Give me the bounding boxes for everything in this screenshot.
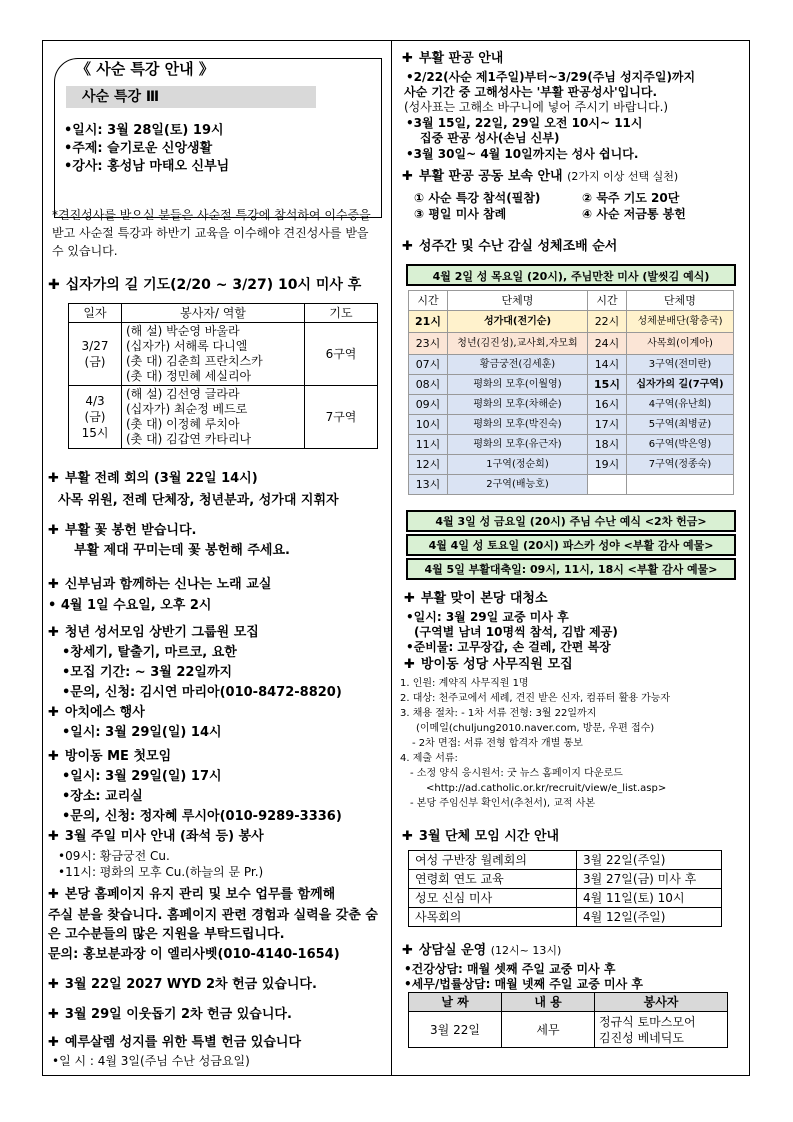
adoration-cell: 7구역(정종숙) bbox=[627, 455, 734, 475]
adoration-cell: 12시 bbox=[409, 455, 448, 475]
counsel-date: 3월 22일 bbox=[409, 1012, 502, 1048]
stations-row-prayer: 6구역 bbox=[305, 323, 378, 386]
role-line: (촛 대) 이정혜 루치아 bbox=[126, 417, 240, 431]
adoration-cell: 10시 bbox=[409, 415, 448, 435]
confession-line-1: •2/22(사순 제1주일)부터~3/29(주님 성지주일)까지 bbox=[406, 70, 696, 84]
adoration-cell: 1구역(정순희) bbox=[448, 455, 588, 475]
confession-line-6: •3월 30일~ 4월 10일까지는 성사 쉽니다. bbox=[406, 147, 639, 161]
counsel-header: 날 짜 bbox=[409, 993, 502, 1012]
group-time: 3월 22일(주일) bbox=[577, 851, 722, 870]
me-line-2: •장소: 교리실 bbox=[62, 789, 143, 804]
counsel-volunteer: 정규식 토마스모어 김진성 베네딕도 bbox=[595, 1012, 728, 1048]
lecture-title: 《 사순 특강 안내 》 bbox=[76, 60, 214, 78]
hiring-title: ✚ 방이동 성당 사무직원 모집 bbox=[404, 657, 573, 672]
group-name: 연령회 연도 교육 bbox=[409, 870, 577, 889]
group-name: 성모 신심 미사 bbox=[409, 889, 577, 908]
youth-line-3: •문의, 신청: 김시연 마리아(010-8472-8820) bbox=[62, 685, 342, 700]
adoration-cell: 22시 bbox=[588, 311, 627, 333]
stations-row-prayer: 7구역 bbox=[305, 386, 378, 449]
adoration-cell bbox=[627, 475, 734, 495]
me-title: ✚ 방이동 ME 첫모임 bbox=[48, 749, 172, 764]
cleaning-title: ✚ 부활 맞이 본당 대청소 bbox=[404, 591, 548, 606]
role-line: (십자가) 최순정 베드로 bbox=[126, 402, 248, 416]
homepage-contact: 문의: 홍보분과장 이 엘리사벳(010-4140-1654) bbox=[48, 947, 340, 962]
youth-line-1: •창세기, 탈출기, 마르코, 요한 bbox=[62, 645, 237, 660]
adoration-cell: 평화의 모후(유근자) bbox=[448, 435, 588, 455]
hiring-line-9: - 본당 주임신부 확인서(추천서), 교적 사본 bbox=[410, 798, 596, 809]
jerusalem-title: ✚ 예루살렘 성지를 위한 특별 헌금 있습니다 bbox=[48, 1035, 302, 1050]
adoration-cell: 16시 bbox=[588, 395, 627, 415]
me-line-3: •문의, 신청: 정자혜 루시아(010-9289-3336) bbox=[62, 809, 342, 824]
easter-meeting-title: ✚ 부활 전례 회의 (3월 22일 14시) bbox=[48, 471, 258, 486]
adoration-cell: 성체분배단(황층국) bbox=[627, 311, 734, 333]
adoration-cell: 6구역(박은영) bbox=[627, 435, 734, 455]
column-divider bbox=[391, 40, 392, 1076]
adoration-cell: 2구역(배능호) bbox=[448, 475, 588, 495]
confession-line-4: •3월 15일, 22일, 29일 오전 10시~ 11시 bbox=[406, 116, 643, 130]
sunday-line-1: •09시: 황금궁전 Cu. bbox=[58, 849, 170, 863]
stations-row-roles bbox=[122, 386, 305, 449]
lecture-subtitle: 사순 특강 Ⅲ bbox=[66, 86, 316, 108]
confession-title: ✚ 부활 판공 안내 bbox=[402, 51, 504, 66]
song-body: • 4월 1일 수요일, 오후 2시 bbox=[48, 598, 212, 613]
role-line: (해 설) 김선영 글라라 bbox=[126, 387, 240, 401]
stations-header-role: 봉사자/ 역할 bbox=[122, 304, 305, 323]
cleaning-line-1: •일시: 3월 29일 교중 미사 후 bbox=[406, 610, 569, 624]
sunday-line-2: •11시: 평화의 모후 Cu.(하늘의 문 Pr.) bbox=[58, 865, 264, 879]
confession-line-3: (성사표는 고해소 바구니에 넣어 주시기 바랍니다.) bbox=[404, 100, 669, 114]
homepage-title: ✚ 본당 홈페이지 유지 관리 및 보수 업무를 함께해 bbox=[48, 887, 336, 902]
adoration-cell: 사목회(이계아) bbox=[627, 333, 734, 355]
role-line: (촛 대) 김갑연 카타리나 bbox=[126, 432, 252, 446]
cleaning-line-2: (구역별 남녀 10명씩 참석, 김밥 제공) bbox=[414, 625, 618, 639]
group-time: 3월 27일(금) 미사 후 bbox=[577, 870, 722, 889]
role-line: (해 설) 박순영 바울라 bbox=[126, 324, 240, 338]
group-name: 여성 구반장 월례회의 bbox=[409, 851, 577, 870]
counsel-title: ✚ 상담실 운영 (12시~ 13시) bbox=[402, 943, 562, 958]
youth-title: ✚ 청년 성서모임 상반기 그룹원 모집 bbox=[48, 625, 259, 640]
adoration-header: 단체명 bbox=[627, 291, 734, 311]
adoration-header: 시간 bbox=[409, 291, 448, 311]
adoration-cell: 14시 bbox=[588, 355, 627, 375]
sunday-title: ✚ 3월 주일 미사 안내 (좌석 등) 봉사 bbox=[48, 829, 264, 844]
adoration-cell: 십자가의 길(7구역) bbox=[627, 375, 734, 395]
hiring-line-5: - 2차 면접: 서류 전형 합격자 개별 통보 bbox=[412, 738, 583, 749]
devotion-item-4: ④ 사순 저금통 봉헌 bbox=[582, 207, 686, 221]
hiring-line-8: <http://ad.catholic.or.kr/recruit/view/e_list.asp> bbox=[426, 783, 667, 794]
counsel-note: (12시~ 13시) bbox=[490, 944, 562, 957]
adoration-cell: 24시 bbox=[588, 333, 627, 355]
lecture-note: *견진성사를 받으실 분들은 사순절 특강에 참석하여 이수증을 받고 사순절 특강과 하반기 교육을 이수해야 견진성사를 받을 수 있습니다. bbox=[52, 208, 371, 258]
adoration-cell: 평화의 모후(이월영) bbox=[448, 375, 588, 395]
adoration-cell: 21시 bbox=[409, 311, 448, 333]
counsel-content: 세무 bbox=[502, 1012, 595, 1048]
flowers-title: ✚ 부활 꽃 봉헌 받습니다. bbox=[48, 523, 197, 538]
devotion-item-3: ③ 평일 미사 참례 bbox=[414, 207, 507, 221]
devotion-item-2: ② 묵주 기도 20단 bbox=[582, 191, 680, 205]
adoration-cell: 19시 bbox=[588, 455, 627, 475]
adoration-table bbox=[408, 290, 734, 495]
stations-row-date: 3/27 (금) bbox=[69, 323, 122, 386]
song-title: ✚ 신부님과 함께하는 신나는 노래 교실 bbox=[48, 577, 272, 592]
adoration-footer-3: 4월 5일 부활대축일: 09시, 11시, 18시 <부활 감사 예물> bbox=[406, 558, 736, 580]
hiring-line-4: (이메일(chuljung2010.naver.com, 방문, 우편 접수) bbox=[416, 723, 655, 734]
stations-row-date: 4/3 (금) 15시 bbox=[69, 386, 122, 449]
adoration-header: 단체명 bbox=[448, 291, 588, 311]
adoration-cell: 황금궁전(김세훈) bbox=[448, 355, 588, 375]
adoration-cell: 성가대(전기순) bbox=[448, 311, 588, 333]
lecture-speaker: •강사: 홍성남 마태오 신부님 bbox=[64, 159, 230, 174]
group-time: 4월 11일(토) 10시 bbox=[577, 889, 722, 908]
adoration-title: ✚ 성주간 및 수난 감실 성체조배 순서 bbox=[402, 239, 618, 254]
adoration-cell: 평화의 모후(차해순) bbox=[448, 395, 588, 415]
confession-line-2: 사순 기간 중 고해성사는 '부활 판공성사'입니다. bbox=[404, 85, 658, 99]
adoration-cell: 18시 bbox=[588, 435, 627, 455]
lecture-theme: •주제: 슬기로운 신앙생활 bbox=[64, 141, 213, 156]
acies-body: •일시: 3월 29일(일) 14시 bbox=[62, 725, 222, 740]
adoration-cell: 17시 bbox=[588, 415, 627, 435]
hiring-line-6: 4. 제출 서류: bbox=[400, 753, 458, 764]
adoration-header: 시간 bbox=[588, 291, 627, 311]
adoration-cell: 청년(김진성),교사회,자모회 bbox=[448, 333, 588, 355]
adoration-cell: 15시 bbox=[588, 375, 627, 395]
adoration-cell: 5구역(최병균) bbox=[627, 415, 734, 435]
wyd-notice: ✚ 3월 22일 2027 WYD 2차 헌금 있습니다. bbox=[48, 977, 317, 992]
groups-title: ✚ 3월 단체 모임 시간 안내 bbox=[402, 829, 560, 844]
role-line: (촛 대) 김춘희 프란치스카 bbox=[126, 354, 263, 368]
group-name: 사목회의 bbox=[409, 908, 577, 927]
group-time: 4월 12일(주일) bbox=[577, 908, 722, 927]
adoration-cell bbox=[588, 475, 627, 495]
counsel-header: 봉사자 bbox=[595, 993, 728, 1012]
me-line-1: •일시: 3월 29일(일) 17시 bbox=[62, 769, 222, 784]
cleaning-line-3: •준비물: 고무장갑, 손 걸레, 간편 복장 bbox=[406, 640, 611, 654]
adoration-cell: 08시 bbox=[409, 375, 448, 395]
hiring-line-1: 1. 인원: 계약직 사무직원 1명 bbox=[400, 678, 529, 689]
adoration-cell: 4구역(유난희) bbox=[627, 395, 734, 415]
devotion-item-1: ① 사순 특강 참석(필참) bbox=[414, 191, 541, 205]
counsel-table bbox=[408, 992, 728, 1048]
role-line: (십자가) 서해록 다니엘 bbox=[126, 339, 248, 353]
stations-heading: ✚ 십자가의 길 기도(2/20 ~ 3/27) 10시 미사 후 bbox=[48, 277, 362, 293]
adoration-cell: 3구역(전미란) bbox=[627, 355, 734, 375]
stations-row-roles bbox=[122, 323, 305, 386]
hiring-line-7: - 소정 양식 응시원서: 굿 뉴스 홈페이지 다운로드 bbox=[410, 768, 623, 779]
adoration-cell: 09시 bbox=[409, 395, 448, 415]
jerusalem-body: •일 시 : 4월 3일(주님 수난 성금요일) bbox=[52, 1054, 250, 1068]
flowers-body: 부활 제대 꾸미는데 꽃 봉헌해 주세요. bbox=[74, 543, 290, 558]
hiring-line-2: 2. 대상: 천주교에서 세례, 견진 받은 신자, 컴퓨터 활용 가능자 bbox=[400, 693, 671, 704]
stations-table bbox=[68, 303, 378, 449]
devotion-note: (2가지 이상 선택 실천) bbox=[567, 170, 679, 183]
stations-header-prayer: 기도 bbox=[305, 304, 378, 323]
stations-header-date: 일자 bbox=[69, 304, 122, 323]
adoration-footer-1: 4월 3일 성 금요일 (20시) 주님 수난 예식 <2차 헌금> bbox=[406, 510, 736, 532]
easter-meeting-body: 사목 위원, 전례 단체장, 청년분과, 성가대 지휘자 bbox=[58, 493, 339, 508]
adoration-cell: 07시 bbox=[409, 355, 448, 375]
devotion-title: ✚ 부활 판공 공동 보속 안내 (2가지 이상 선택 실천) bbox=[402, 169, 679, 184]
counsel-header: 내 용 bbox=[502, 993, 595, 1012]
youth-line-2: •모집 기간: ~ 3월 22일까지 bbox=[62, 665, 233, 680]
counsel-line-2: •세무/법률상담: 매월 넷째 주일 교중 미사 후 bbox=[404, 977, 643, 991]
adoration-cell: 평화의 모후(박진숙) bbox=[448, 415, 588, 435]
homepage-body: 주실 분을 찾습니다. 홈페이지 관련 경험과 실력을 갖춘 숨은 고수분들의 많은 지원을 부탁드립니다. bbox=[48, 908, 378, 942]
neighbor-notice: ✚ 3월 29일 이웃돕기 2차 헌금 있습니다. bbox=[48, 1007, 292, 1022]
lecture-date: •일시: 3월 28일(토) 19시 bbox=[64, 123, 224, 138]
adoration-cell: 11시 bbox=[409, 435, 448, 455]
adoration-cell: 23시 bbox=[409, 333, 448, 355]
counsel-line-1: •건강상담: 매월 셋째 주일 교중 미사 후 bbox=[404, 962, 616, 976]
groups-table bbox=[408, 850, 722, 927]
hiring-line-3: 3. 채용 절차: - 1차 서류 전형: 3월 22일까지 bbox=[400, 708, 597, 719]
adoration-cell: 13시 bbox=[409, 475, 448, 495]
role-line: (촛 대) 정민혜 세실리아 bbox=[126, 369, 252, 383]
acies-title: ✚ 아치에스 행사 bbox=[48, 705, 145, 720]
adoration-footer-2: 4월 4일 성 토요일 (20시) 파스카 성야 <부활 감사 예물> bbox=[406, 534, 736, 556]
adoration-banner: 4월 2일 성 목요일 (20시), 주님만찬 미사 (발씻김 예식) bbox=[406, 264, 736, 286]
confession-line-5: 집중 판공 성사(손님 신부) bbox=[420, 131, 560, 145]
